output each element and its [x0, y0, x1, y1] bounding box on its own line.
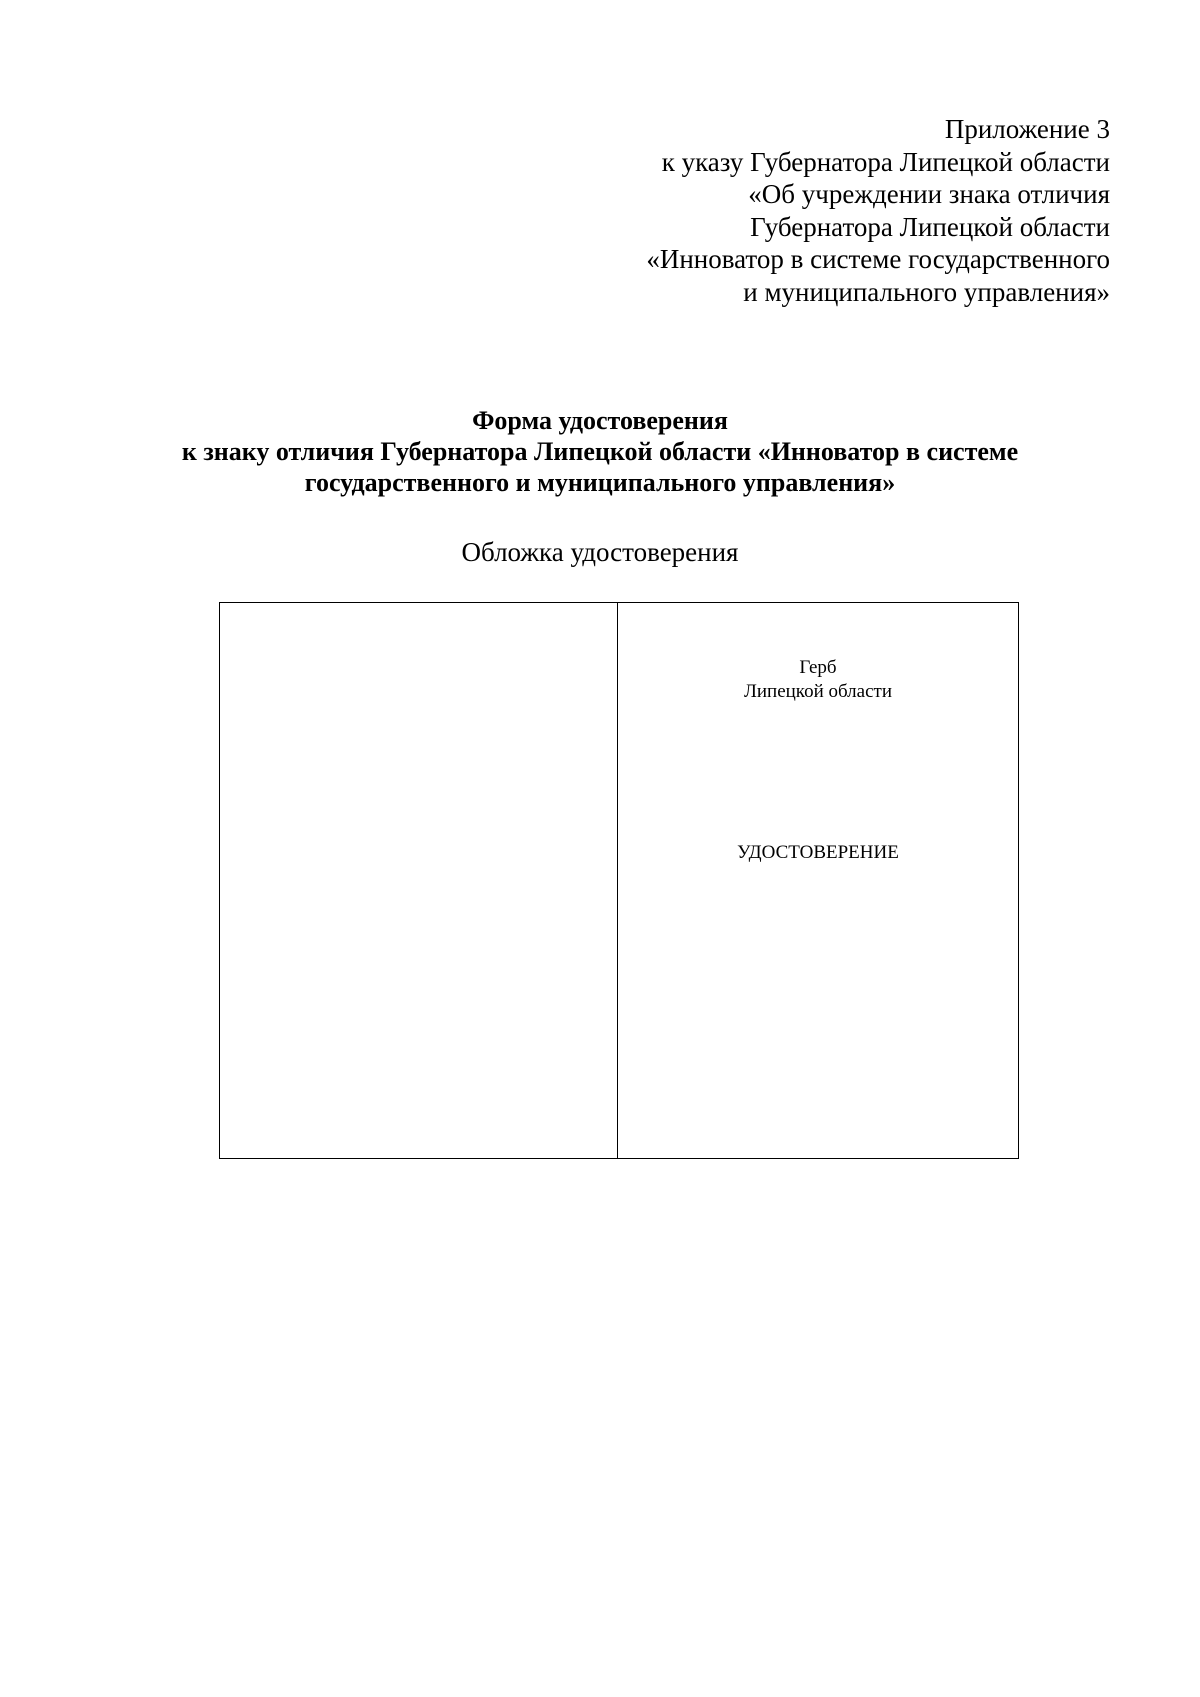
emblem-line: Герб — [799, 657, 837, 678]
appendix-line: и муниципального управления» — [743, 276, 1110, 307]
appendix-header — [410, 113, 1110, 308]
appendix-line: к указу Губернатора Липецкой области — [661, 146, 1110, 177]
cover-right-panel — [618, 603, 1018, 1158]
title-line: Форма удостоверения — [472, 406, 728, 435]
cover-left-panel — [220, 603, 618, 1158]
coat-of-arms-placeholder — [618, 656, 1018, 704]
document-title — [0, 405, 1200, 498]
appendix-line: «Инноватор в системе государственного — [646, 244, 1110, 274]
appendix-line: Приложение 3 — [944, 114, 1110, 144]
appendix-line: Губернатора Липецкой области — [750, 211, 1110, 242]
emblem-line: Липецкой области — [743, 681, 893, 702]
appendix-line: «Об учреждении знака отличия — [748, 179, 1110, 209]
certificate-cover — [219, 602, 1019, 1159]
certificate-label: УДОСТОВЕРЕНИЕ — [737, 842, 899, 863]
cover-subtitle: Обложка удостоверения — [461, 537, 739, 567]
title-line: государственного и муниципального управления» — [304, 468, 896, 497]
title-line: к знаку отличия Губернатора Липецкой области «Инноватор в системе — [181, 437, 1019, 466]
